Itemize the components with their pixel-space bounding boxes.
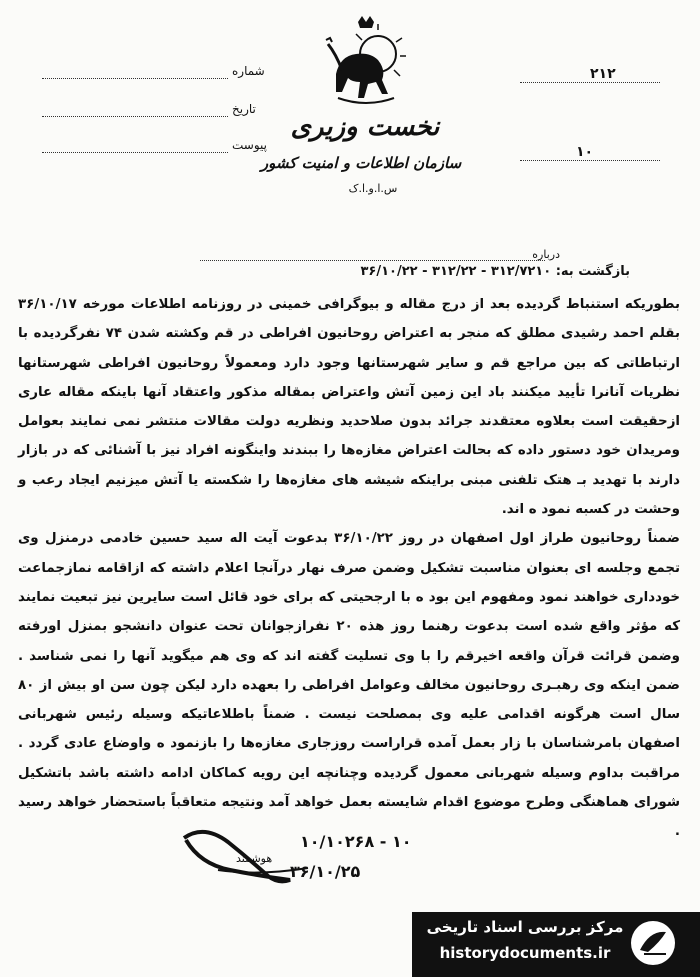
right-field-value-2: ۱۰	[576, 144, 594, 160]
body-paragraph-2: ضمناً روحانیون طراز اول اصفهان در روز ۳۶/۱۰/۲۲ بدعوت آیت اله سید حسین خادمی درمنزل وی تجمع وجلسه ای بعنوان مناسبت تشکیل وضمن صرف نهار درآنجا اعلام داشته که ازاقامه نمازجماعت خودداری خواهند نمود ومفهوم این بود ه با ارجحیتی که برای خود قائل است سایرین نیز تبعیت نمایند که مؤثر واقع شده است بدعوت رهنما روز هذه ۲۰ نفرازجوانان تحت عنوان دانشجو بمنزل اورفته وضمن قرائت قرآن واقعه اخیرقم را با وی تسلیت گفته اند که وی هم میگوید آنها را نمی شناسد . ضمن اینکه وی رهبـری روحانیون مخالف وعوامل افراطی را بعهده دارد لیکن چون سن او بیش از ۸۰ سال است هرگونه اقدامی علیه وی بمصلحت نیست . ضمناً باطلاعاتیکه وسیله رئیس شهربانی اصفهان بامرشناسان با زار بعمل آمده قراراست روزجاری مغازه‌ها را بازنمود ه واوضاع عادی گردد . مراقبت بداوم وسیله شهربانی معمول گردیده وچنانچه این رویه کماکان ادامه داشته باشد باتشکیل شورای هماهنگی وطرح موضوع اقدام شایسته بعمل خواهد آمد ونتیجه متعاقباً باستحضار خواهد رسید .	[18, 531, 680, 840]
right-field-line-1	[520, 82, 660, 83]
field-line-attachment	[42, 152, 228, 153]
org-name-primary: نخست وزیری	[290, 112, 440, 142]
field-line-date	[42, 116, 228, 117]
org-code: س.ا.و.ا.ک	[348, 182, 398, 195]
right-field-line-2	[520, 160, 660, 161]
lion-and-sun-emblem-icon	[318, 14, 414, 114]
reference-line: بازگشت به: ۳۱۲/۷۲۱۰ - ۳۱۲/۲۲ - ۳۶/۱۰/۲۲	[360, 264, 630, 279]
subject-label: درباره	[532, 248, 560, 261]
field-label-number: شماره	[232, 64, 265, 78]
right-field-value-1: ۲۱۲	[590, 66, 616, 82]
field-label-date: تاریخ	[232, 102, 256, 116]
signature-label: هوشمند	[236, 852, 273, 865]
field-label-attachment: پیوست	[232, 138, 267, 152]
signature-number: ۱۰/۱۰۲۶۸ - ۱۰	[300, 832, 412, 851]
field-line-number	[42, 78, 228, 79]
letter-body	[18, 290, 680, 847]
watermark-url: historydocuments.ir	[439, 944, 611, 962]
watermark-title: مرکز بررسی اسناد تاریخی	[426, 918, 624, 936]
subject-line	[200, 260, 545, 261]
org-name-secondary: سازمان اطلاعات و امنیت کشور	[260, 154, 462, 172]
archive-logo-icon	[628, 918, 678, 968]
signature-date: ۳۶/۱۰/۲۵	[290, 862, 361, 881]
body-paragraph-1: بطوریکه استنباط گردیده بعد از درج مقاله و بیوگرافی خمینی در روزنامه اطلاعات مورخه ۳۶/۱۰/۱۷ بقلم احمد رشیدی مطلق که منجر به اعتراض روحانیون افراطی در قم وکشته شدن ۷۴ نفرگردیده با ارتباطاتی که بین مراجع قم و سایر شهرستانها وجود دارد ومعمولاً روحانیون افراطی شهرستانها نظریات آنانرا تأیید میکنند باد این زمین آتش واعتراض بمقاله مذکور واعتقاد آنها باینکه مقاله عاری ازحقیقت است بعلاوه معتقدند جرائد بدون صلاحدید ونظریه دولت مقالات منتشر نمی نمایند بعوامل ومریدان خود دستور داده که بحالت اعتراض مغازه‌ها را ببندند واینگونه افراد نیز با آشنائی که در بازار دارند با تهدید بـ هتک تلفنی مبنی براینکه شیشه های مغازه‌ها را شکسته یا آتش میزنیم ایجاد رعب و وحشت در کسبه نمود ه اند.	[18, 297, 680, 518]
